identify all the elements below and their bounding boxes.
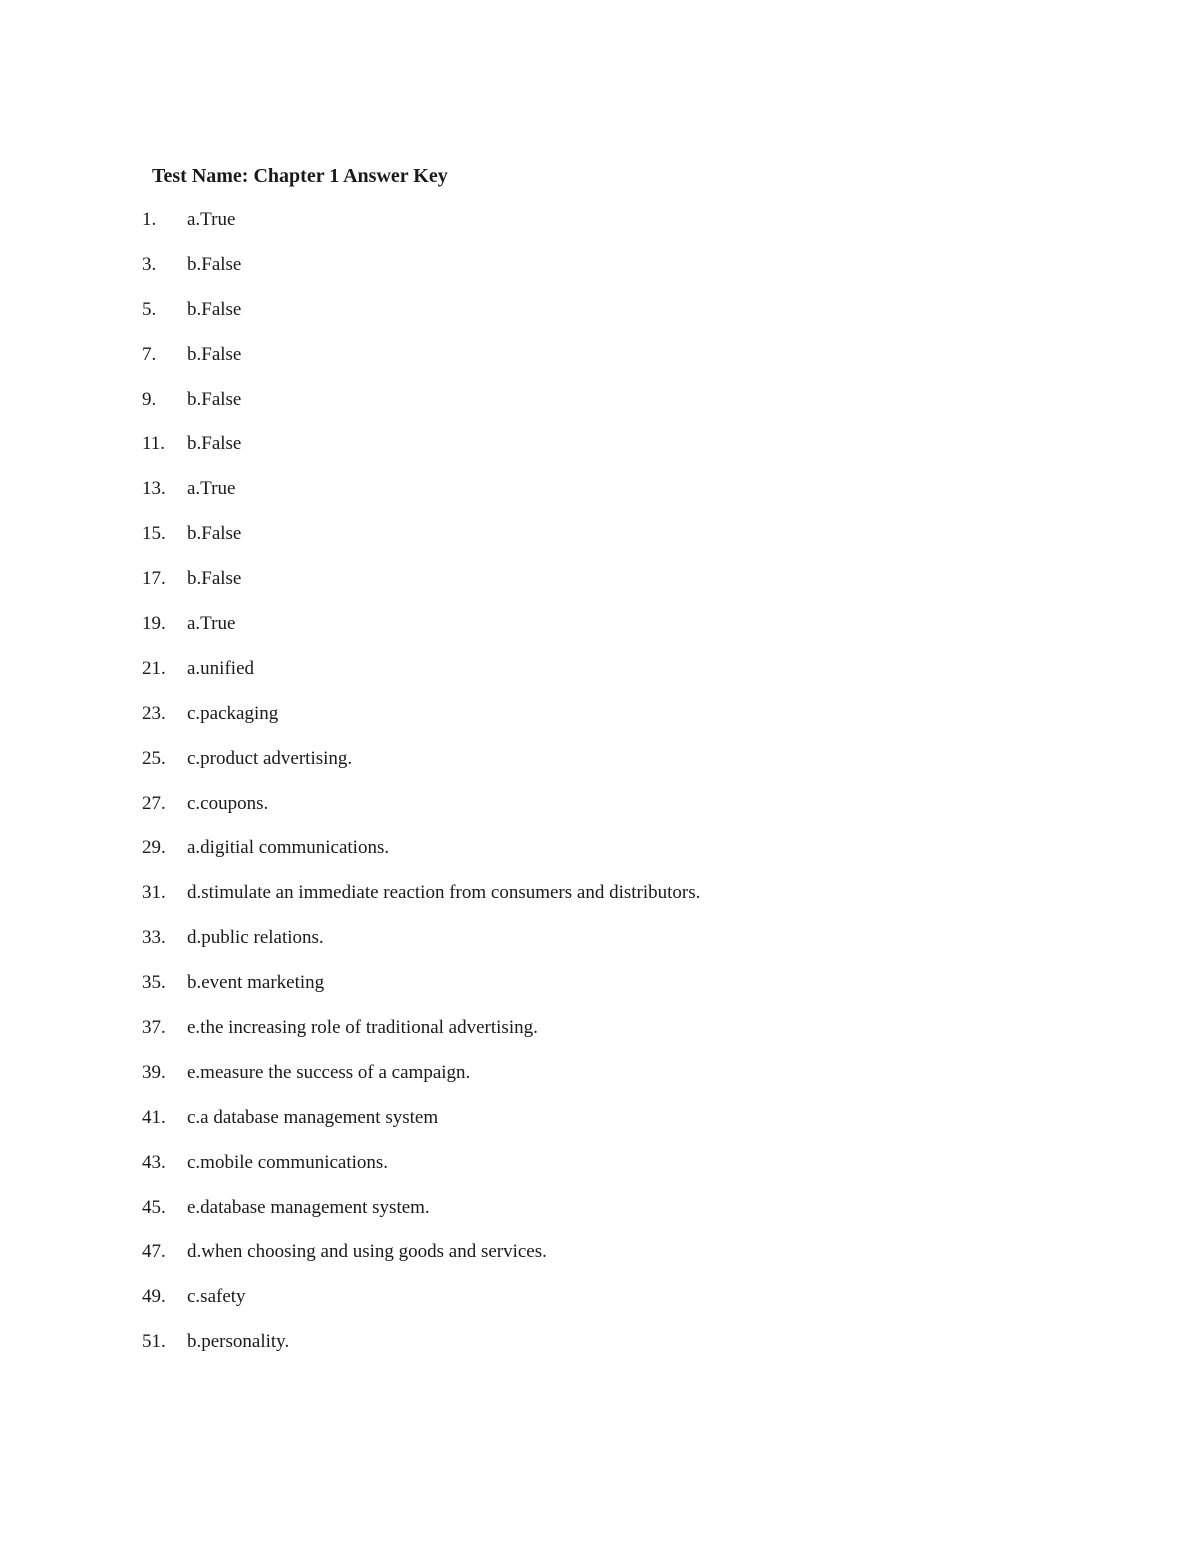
answer-item	[0, 1015, 1100, 1060]
answer-text: b.False	[187, 298, 242, 320]
answer-item	[0, 1284, 1100, 1329]
answer-item	[0, 835, 1100, 880]
answer-number: 35.	[142, 972, 166, 994]
answer-number: 45.	[142, 1196, 166, 1218]
answer-list	[0, 207, 1100, 1374]
answer-text: b.event marketing	[187, 972, 325, 994]
answer-item	[0, 207, 1100, 252]
answer-number: 39.	[142, 1061, 166, 1083]
answer-number: 21.	[142, 657, 166, 679]
answer-text: c.product advertising.	[187, 747, 353, 769]
answer-number: 3.	[142, 253, 157, 275]
answer-item	[0, 566, 1100, 611]
answer-text: a.True	[187, 613, 236, 635]
answer-number: 13.	[142, 478, 166, 500]
answer-number: 15.	[142, 523, 166, 545]
answer-item	[0, 521, 1100, 566]
answer-number: 19.	[142, 613, 166, 635]
answer-text: b.False	[187, 433, 242, 455]
answer-text: a.digitial communications.	[187, 837, 390, 859]
answer-item	[0, 1060, 1100, 1105]
answer-text: a.unified	[187, 657, 255, 679]
answer-item	[0, 387, 1100, 432]
answer-number: 7.	[142, 343, 157, 365]
answer-number: 31.	[142, 882, 166, 904]
answer-item	[0, 611, 1100, 656]
answer-item	[0, 1150, 1100, 1195]
answer-number: 9.	[142, 388, 157, 410]
answer-number: 17.	[142, 568, 166, 590]
answer-number: 27.	[142, 792, 166, 814]
answer-item	[0, 701, 1100, 746]
answer-text: b.False	[187, 523, 242, 545]
answer-item	[0, 342, 1100, 387]
answer-text: c.a database management system	[187, 1106, 439, 1128]
answer-number: 43.	[142, 1151, 166, 1173]
answer-item	[0, 880, 1100, 925]
answer-number: 37.	[142, 1017, 166, 1039]
answer-text: d.public relations.	[187, 927, 324, 949]
answer-item	[0, 791, 1100, 836]
answer-number: 41.	[142, 1106, 166, 1128]
answer-number: 29.	[142, 837, 166, 859]
answer-number: 23.	[142, 702, 166, 724]
answer-item	[0, 431, 1100, 476]
answer-number: 5.	[142, 298, 157, 320]
answer-text: b.False	[187, 388, 242, 410]
answer-item	[0, 1239, 1100, 1284]
answer-text: d.stimulate an immediate reaction from consumers and distributors.	[187, 882, 701, 904]
answer-item	[0, 746, 1100, 791]
answer-text: e.the increasing role of traditional advertising.	[187, 1017, 538, 1039]
answer-text: e.database management system.	[187, 1196, 430, 1218]
answer-item	[0, 925, 1100, 970]
answer-item	[0, 656, 1100, 701]
page-title: Test Name: Chapter 1 Answer Key	[152, 165, 448, 187]
answer-number: 49.	[142, 1286, 166, 1308]
answer-text: a.True	[187, 209, 236, 230]
answer-item	[0, 970, 1100, 1015]
answer-text: c.packaging	[187, 702, 279, 724]
answer-text: c.mobile communications.	[187, 1151, 389, 1173]
answer-item	[0, 1329, 1100, 1374]
answer-text: b.False	[187, 253, 242, 275]
answer-item	[0, 1195, 1100, 1240]
answer-item	[0, 476, 1100, 521]
answer-item	[0, 297, 1100, 342]
answer-text: a.True	[187, 478, 236, 500]
answer-item	[0, 1105, 1100, 1150]
answer-text: e.measure the success of a campaign.	[187, 1061, 471, 1083]
answer-number: 51.	[142, 1331, 166, 1353]
answer-text: c.coupons.	[187, 792, 269, 814]
answer-item	[0, 252, 1100, 297]
answer-number: 47.	[142, 1241, 166, 1263]
answer-number: 25.	[142, 747, 166, 769]
answer-number: 33.	[142, 927, 166, 949]
answer-text: b.False	[187, 343, 242, 365]
answer-number: 1.	[142, 209, 157, 230]
answer-number: 11.	[142, 433, 166, 455]
answer-text: d.when choosing and using goods and services.	[187, 1241, 547, 1263]
answer-text: b.personality.	[187, 1331, 290, 1353]
answer-text: c.safety	[187, 1286, 246, 1308]
answer-text: b.False	[187, 568, 242, 590]
